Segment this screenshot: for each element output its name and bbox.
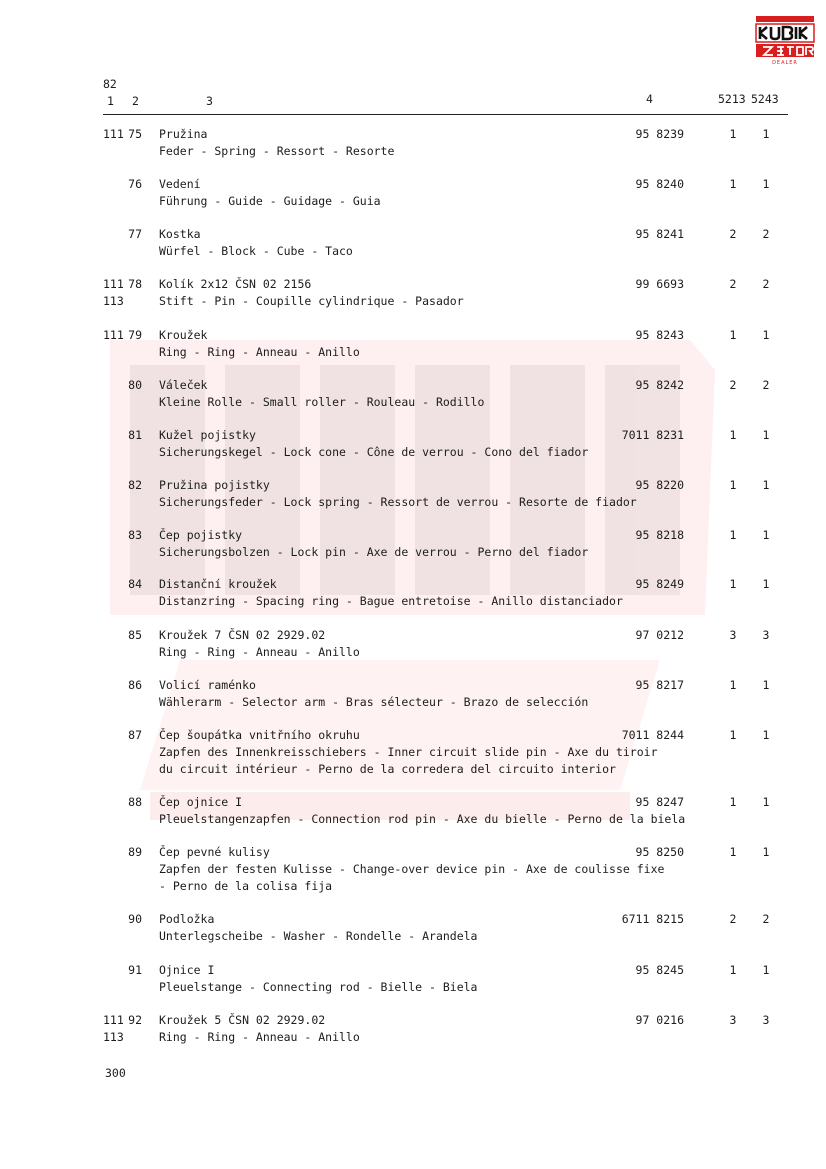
description-czech: Pružina	[159, 127, 208, 141]
position-number: 78	[128, 277, 142, 291]
table-row	[0, 628, 826, 668]
part-number: 95 8217	[635, 678, 684, 692]
quantity-5213: 1	[729, 678, 737, 692]
description-czech: Váleček	[159, 378, 208, 392]
description-translations: Ring - Ring - Anneau - Anillo	[159, 1030, 360, 1044]
quantity-5243: 1	[762, 478, 770, 492]
quantity-5213: 1	[729, 328, 737, 342]
quantity-5213: 3	[729, 1013, 737, 1027]
part-number: 95 8241	[635, 227, 684, 241]
column-1-header: 1	[107, 94, 114, 108]
group-number: 111	[103, 1013, 124, 1027]
quantity-5213: 1	[729, 845, 737, 859]
column-3-header: 3	[206, 94, 213, 108]
description-czech: Ojnice I	[159, 963, 215, 977]
quantity-5213: 2	[729, 277, 737, 291]
quantity-5213: 1	[729, 177, 737, 191]
svg-text:DEALER: DEALER	[772, 60, 798, 66]
part-number: 95 8245	[635, 963, 684, 977]
quantity-5213: 3	[729, 628, 737, 642]
quantity-5243: 1	[762, 795, 770, 809]
description-czech: Pružina pojistky	[159, 478, 270, 492]
group-number: 111	[103, 127, 124, 141]
quantity-5243: 3	[762, 628, 770, 642]
description-translations: Stift - Pin - Coupille cylindrique - Pasador	[159, 294, 464, 308]
quantity-5213: 1	[729, 728, 737, 742]
description-translations: Sicherungsbolzen - Lock pin - Axe de verrou - Perno del fiador	[159, 545, 589, 559]
quantity-5213: 2	[729, 227, 737, 241]
quantity-5243: 1	[762, 127, 770, 141]
quantity-5243: 2	[762, 227, 770, 241]
description-czech: Kroužek	[159, 328, 208, 342]
description-czech: Kroužek 7 ČSN 02 2929.02	[159, 628, 326, 642]
part-number: 95 8218	[635, 528, 684, 542]
column-6-header: 5243	[751, 92, 779, 106]
part-number: 99 6693	[635, 277, 684, 291]
description-czech: Kroužek 5 ČSN 02 2929.02	[159, 1013, 326, 1027]
quantity-5213: 1	[729, 963, 737, 977]
table-row	[0, 845, 826, 901]
table-row	[0, 328, 826, 368]
position-number: 88	[128, 795, 142, 809]
quantity-5243: 1	[762, 678, 770, 692]
description-translations: Zapfen der festen Kulisse - Change-over device pin - Axe de coulisse fixe	[159, 862, 665, 876]
quantity-5243: 1	[762, 528, 770, 542]
description-translations-continued: - Perno de la colisa fija	[159, 879, 333, 893]
quantity-5243: 2	[762, 277, 770, 291]
description-translations: Sicherungsfeder - Lock spring - Ressort de verrou - Resorte de fiador	[159, 495, 637, 509]
position-number: 87	[128, 728, 142, 742]
description-translations: Distanzring - Spacing ring - Bague entretoise - Anillo distanciador	[159, 594, 623, 608]
group-number-secondary: 113	[103, 1030, 124, 1044]
header-rule	[103, 114, 788, 115]
group-number: 111	[103, 328, 124, 342]
part-number: 6711 8215	[621, 912, 684, 926]
table-row	[0, 963, 826, 1003]
description-czech: Kužel pojistky	[159, 428, 256, 442]
description-czech: Volicí raménko	[159, 678, 256, 692]
quantity-5243: 1	[762, 728, 770, 742]
part-number: 7011 8244	[621, 728, 684, 742]
quantity-5213: 1	[729, 428, 737, 442]
position-number: 77	[128, 227, 142, 241]
part-number: 95 8242	[635, 378, 684, 392]
position-number: 76	[128, 177, 142, 191]
table-row	[0, 227, 826, 267]
quantity-5243: 1	[762, 577, 770, 591]
page-number: 300	[105, 1066, 126, 1080]
quantity-5213: 1	[729, 528, 737, 542]
quantity-5243: 3	[762, 1013, 770, 1027]
description-czech: Čep šoupátka vnitřního okruhu	[159, 728, 360, 742]
table-row	[0, 795, 826, 835]
position-number: 89	[128, 845, 142, 859]
part-number: 95 8239	[635, 127, 684, 141]
part-number: 95 8247	[635, 795, 684, 809]
description-translations: Ring - Ring - Anneau - Anillo	[159, 345, 360, 359]
quantity-5213: 2	[729, 912, 737, 926]
description-translations: Kleine Rolle - Small roller - Rouleau - Rodillo	[159, 395, 485, 409]
table-row	[0, 428, 826, 468]
description-czech: Kostka	[159, 227, 201, 241]
group-number-secondary: 113	[103, 294, 124, 308]
part-number: 95 8249	[635, 577, 684, 591]
table-row	[0, 912, 826, 952]
part-number: 97 0216	[635, 1013, 684, 1027]
part-number: 95 8220	[635, 478, 684, 492]
quantity-5243: 2	[762, 378, 770, 392]
position-number: 91	[128, 963, 142, 977]
description-czech: Čep pevné kulisy	[159, 845, 270, 859]
position-number: 75	[128, 127, 142, 141]
quantity-5243: 2	[762, 912, 770, 926]
description-czech: Vedení	[159, 177, 201, 191]
kubik-zetor-logo	[754, 14, 816, 66]
description-translations: Sicherungskegel - Lock cone - Cône de verrou - Cono del fiador	[159, 445, 589, 459]
quantity-5243: 1	[762, 428, 770, 442]
position-number: 90	[128, 912, 142, 926]
description-czech: Čep ojnice I	[159, 795, 243, 809]
column-5-header: 5213	[718, 92, 746, 106]
table-row	[0, 728, 826, 784]
position-number: 84	[128, 577, 142, 591]
position-number: 83	[128, 528, 142, 542]
table-row	[0, 277, 826, 317]
group-number: 111	[103, 277, 124, 291]
table-row	[0, 1013, 826, 1053]
table-row	[0, 177, 826, 217]
description-translations: Würfel - Block - Cube - Taco	[159, 244, 353, 258]
part-number: 95 8250	[635, 845, 684, 859]
position-number: 79	[128, 328, 142, 342]
table-row	[0, 528, 826, 568]
column-2-header: 2	[132, 94, 139, 108]
position-number: 86	[128, 678, 142, 692]
description-czech: Podložka	[159, 912, 215, 926]
description-translations: Unterlegscheibe - Washer - Rondelle - Arandela	[159, 929, 478, 943]
table-row	[0, 127, 826, 167]
quantity-5213: 2	[729, 378, 737, 392]
page-reference: 82	[103, 77, 117, 91]
part-number: 95 8243	[635, 328, 684, 342]
table-row	[0, 478, 826, 518]
description-translations: Pleuelstange - Connecting rod - Bielle - Biela	[159, 980, 478, 994]
position-number: 92	[128, 1013, 142, 1027]
part-number: 97 0212	[635, 628, 684, 642]
part-number: 95 8240	[635, 177, 684, 191]
description-czech: Distanční kroužek	[159, 577, 277, 591]
quantity-5213: 1	[729, 127, 737, 141]
quantity-5213: 1	[729, 795, 737, 809]
quantity-5213: 1	[729, 478, 737, 492]
quantity-5243: 1	[762, 328, 770, 342]
description-czech: Čep pojistky	[159, 528, 243, 542]
column-4-header: 4	[646, 92, 653, 106]
position-number: 82	[128, 478, 142, 492]
description-translations: Führung - Guide - Guidage - Guia	[159, 194, 381, 208]
description-translations: Wählerarm - Selector arm - Bras sélecteur - Brazo de selección	[159, 695, 589, 709]
position-number: 80	[128, 378, 142, 392]
description-translations: Zapfen des Innenkreisschiebers - Inner circuit slide pin - Axe du tiroir	[159, 745, 658, 759]
quantity-5213: 1	[729, 577, 737, 591]
table-row	[0, 577, 826, 617]
quantity-5243: 1	[762, 963, 770, 977]
quantity-5243: 1	[762, 845, 770, 859]
description-translations-continued: du circuit intérieur - Perno de la corredera del circuito interior	[159, 762, 616, 776]
description-translations: Ring - Ring - Anneau - Anillo	[159, 645, 360, 659]
description-translations: Pleuelstangenzapfen - Connection rod pin - Axe du bielle - Perno de la biela	[159, 812, 686, 826]
description-czech: Kolík 2x12 ČSN 02 2156	[159, 277, 312, 291]
position-number: 81	[128, 428, 142, 442]
part-number: 7011 8231	[621, 428, 684, 442]
description-translations: Feder - Spring - Ressort - Resorte	[159, 144, 395, 158]
position-number: 85	[128, 628, 142, 642]
quantity-5243: 1	[762, 177, 770, 191]
table-row	[0, 678, 826, 718]
table-row	[0, 378, 826, 418]
